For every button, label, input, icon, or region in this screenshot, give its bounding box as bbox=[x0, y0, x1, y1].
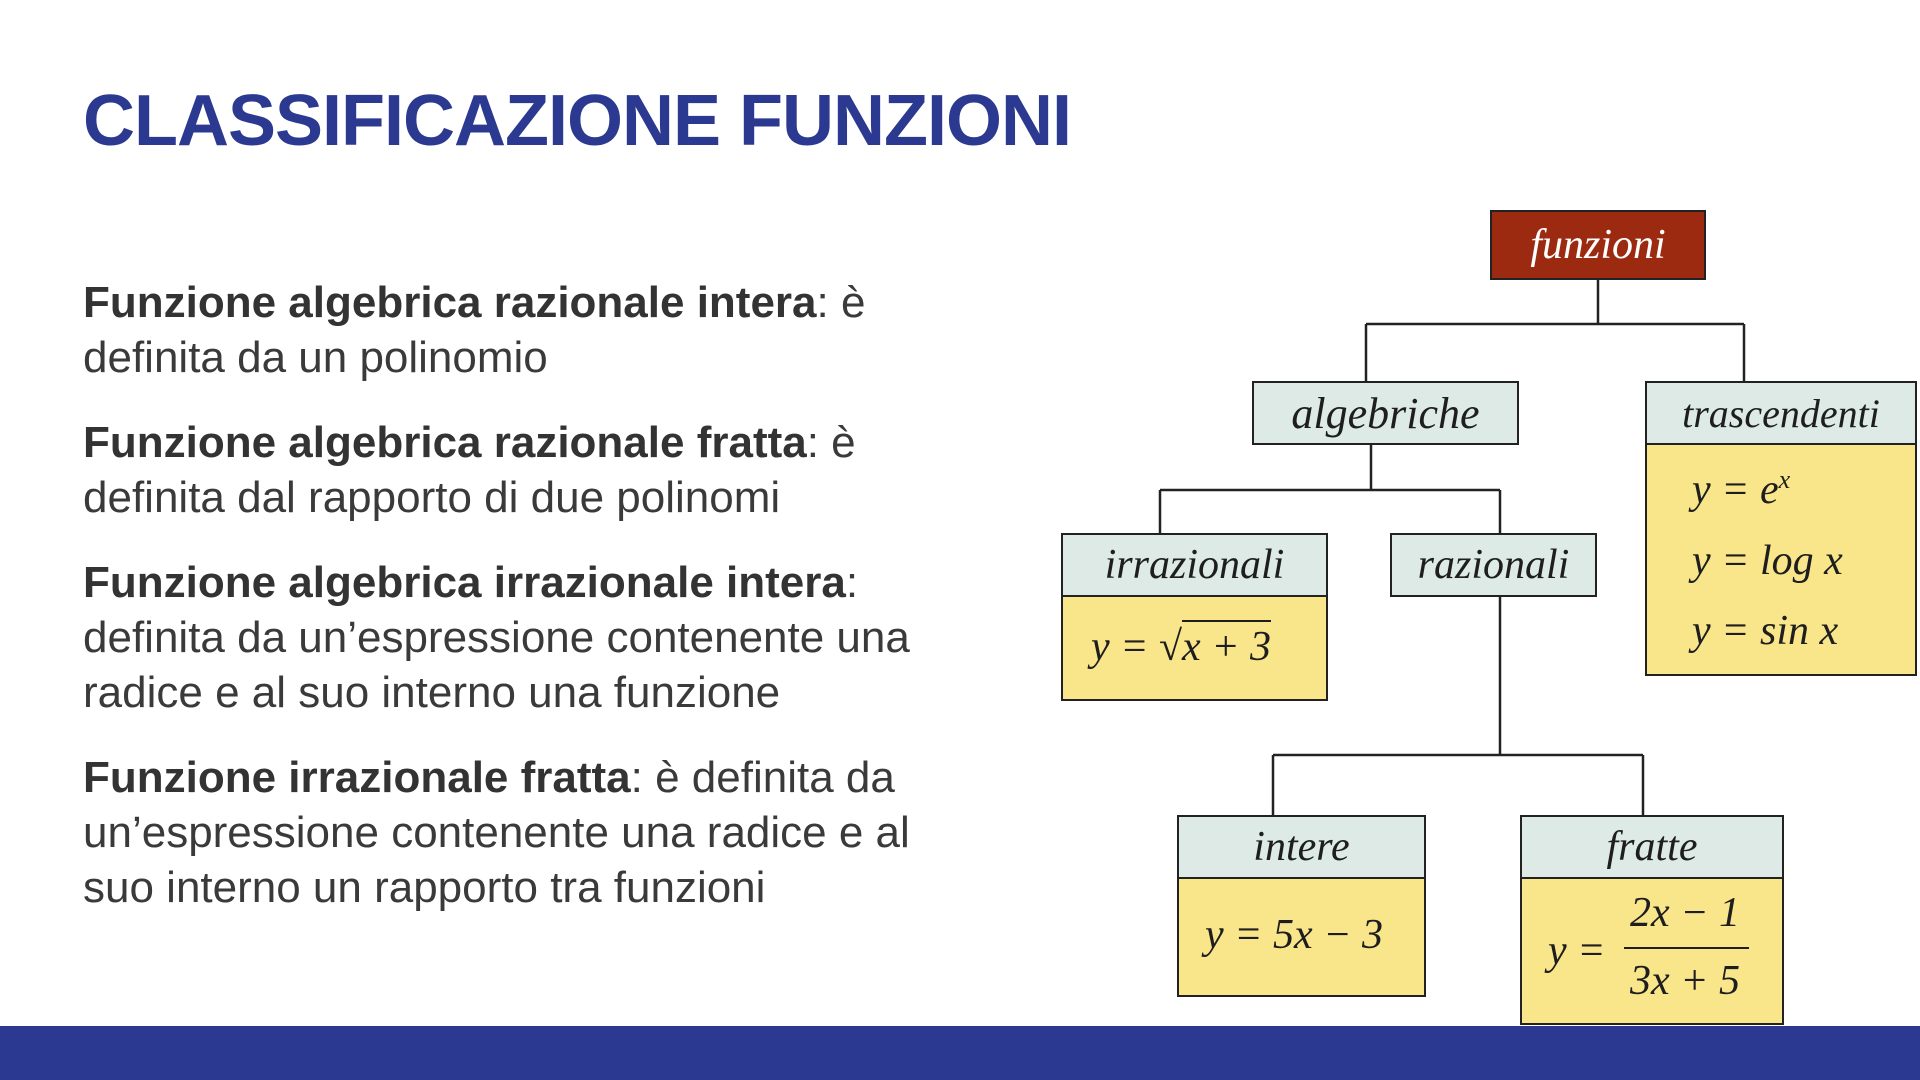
function-classification-tree bbox=[1055, 205, 1920, 1030]
definition-text: : è definita da un’espressione contenente una radice e al suo interno un rapporto tra funzioni bbox=[83, 753, 910, 912]
formula-numerator: 2x − 1 bbox=[1630, 890, 1740, 936]
definition-item bbox=[83, 750, 963, 915]
footer-bar bbox=[0, 1026, 1920, 1080]
formula-fraction-lhs: y = bbox=[1548, 928, 1606, 974]
formula-irrational-lhs: y = bbox=[1091, 624, 1159, 670]
definition-text: : definita da un’espressione contenente una radice e al suo interno una funzione bbox=[83, 558, 910, 717]
formula-trascendenti bbox=[1645, 445, 1917, 676]
formula-exponent: x bbox=[1778, 465, 1791, 494]
radical-sign: √ bbox=[1158, 624, 1183, 670]
formula-fratte bbox=[1520, 879, 1784, 1025]
node-fratte: fratte bbox=[1520, 815, 1784, 879]
node-trascendenti: trascendenti bbox=[1645, 381, 1917, 445]
definition-text: : è definita dal rapporto di due polinomi bbox=[83, 418, 856, 522]
definition-text: : è definita da un polinomio bbox=[83, 278, 866, 382]
node-razionali: razionali bbox=[1390, 533, 1597, 597]
formula-integer-polynomial: y = 5x − 3 bbox=[1205, 912, 1383, 958]
formula-sine: y = sin x bbox=[1692, 608, 1839, 654]
formula-radicand: x + 3 bbox=[1182, 620, 1271, 670]
node-irrazionali: irrazionali bbox=[1061, 533, 1328, 597]
node-funzioni: funzioni bbox=[1490, 210, 1706, 280]
definition-item bbox=[83, 555, 963, 720]
formula-intere bbox=[1177, 879, 1426, 997]
formula-logarithm: y = log x bbox=[1692, 538, 1843, 584]
definitions-list bbox=[83, 275, 963, 945]
formula-irrazionali bbox=[1061, 597, 1328, 701]
definition-term: Funzione algebrica razionale intera bbox=[83, 278, 817, 327]
slide-title: CLASSIFICAZIONE FUNZIONI bbox=[83, 81, 1071, 161]
definition-term: Funzione algebrica razionale fratta bbox=[83, 418, 807, 467]
fraction-bar bbox=[1624, 947, 1749, 949]
definition-item bbox=[83, 415, 963, 525]
definition-term: Funzione irrazionale fratta bbox=[83, 753, 631, 802]
node-algebriche: algebriche bbox=[1252, 381, 1519, 445]
formula-exponential-base: y = e bbox=[1692, 467, 1779, 513]
node-intere: intere bbox=[1177, 815, 1426, 879]
formula-denominator: 3x + 5 bbox=[1630, 958, 1740, 1004]
definition-term: Funzione algebrica irrazionale intera bbox=[83, 558, 846, 607]
definition-item bbox=[83, 275, 963, 385]
